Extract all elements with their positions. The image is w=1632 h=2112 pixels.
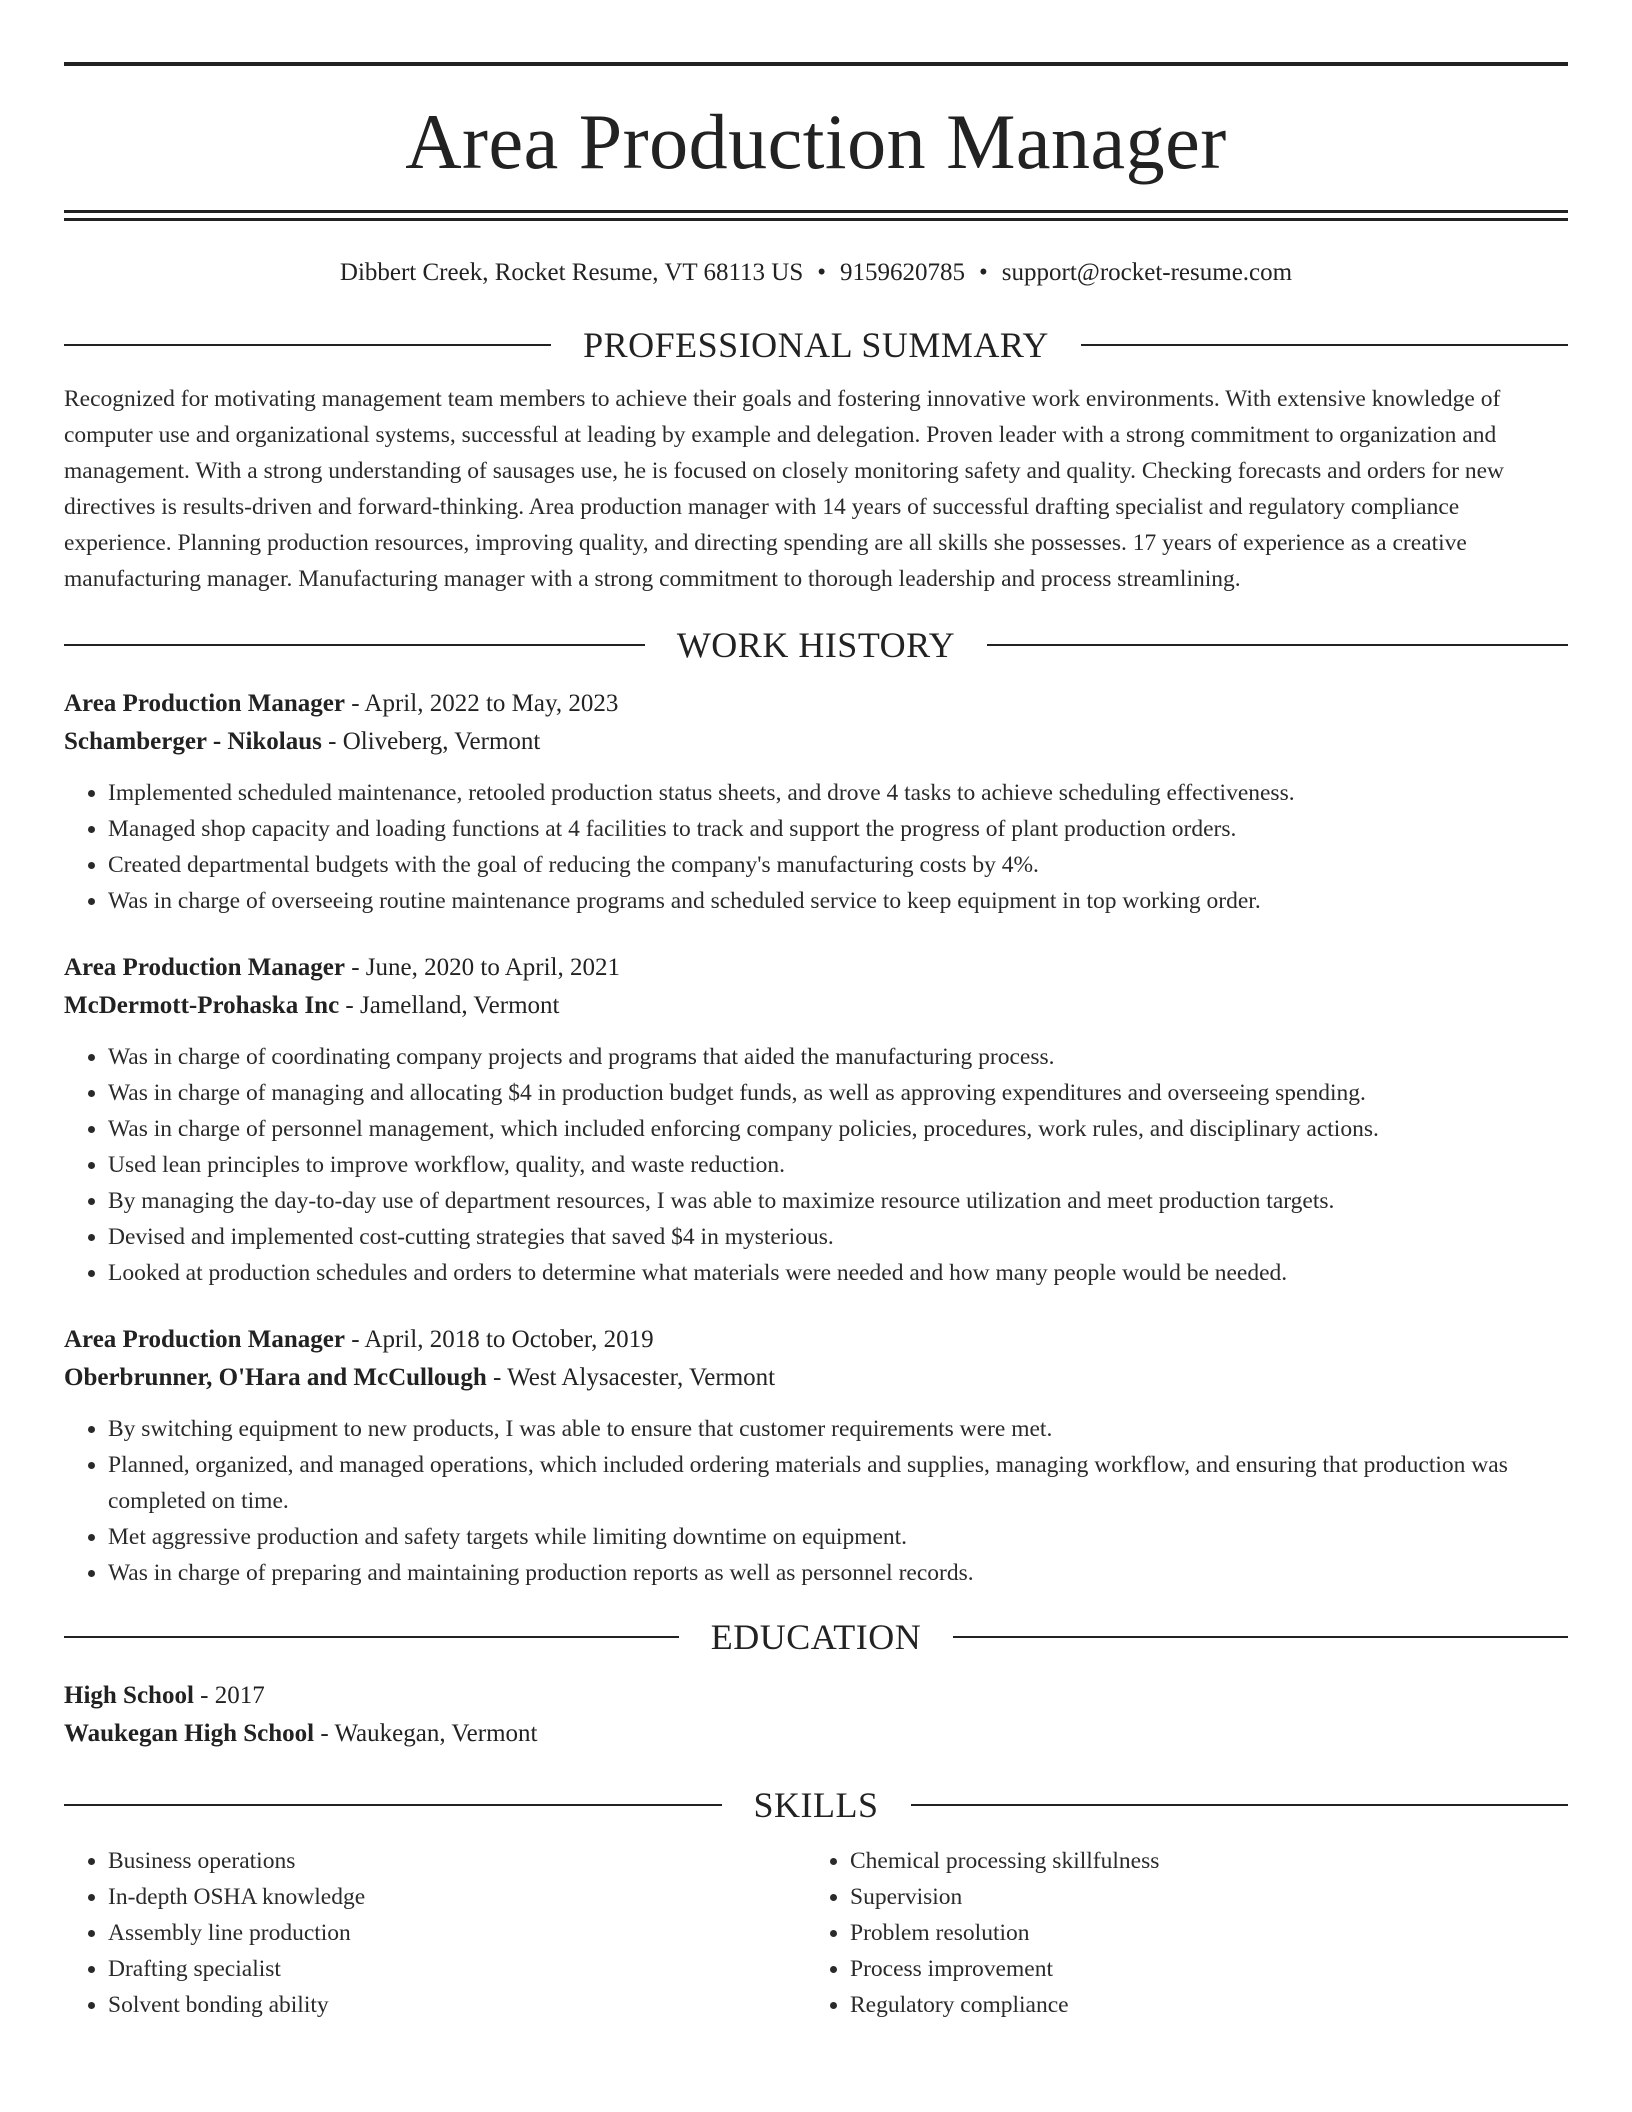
list-item: • Was in charge of preparing and maintaining production reports as well as personnel records. xyxy=(108,1555,1568,1591)
job-company-line xyxy=(64,987,1568,1025)
list-item: • By switching equipment to new products, I was able to ensure that customer requirements were met. xyxy=(108,1411,1568,1447)
skills-heading-text: SKILLS xyxy=(753,1785,879,1825)
list-item: • Regulatory compliance xyxy=(850,1987,1548,2023)
education-year: - 2017 xyxy=(193,1682,265,1709)
list-item: • Looked at production schedules and orders to determine what materials were needed and how many people would be needed. xyxy=(108,1255,1568,1291)
job-location: - Jamelland, Vermont xyxy=(339,992,560,1019)
job-company-line xyxy=(64,723,1568,761)
job-location: - Oliveberg, Vermont xyxy=(321,728,541,755)
job-title-line xyxy=(64,1321,1568,1359)
job-company: Oberbrunner, O'Hara and McCullough xyxy=(64,1364,487,1391)
job-dates: - June, 2020 to April, 2021 xyxy=(344,954,620,981)
skills-heading xyxy=(64,1783,1568,1827)
list-item: • Assembly line production xyxy=(108,1915,806,1951)
job-company-line xyxy=(64,1359,1568,1397)
list-item: • Was in charge of managing and allocating $4 in production budget funds, as well as approving expenditures and overseeing spending. xyxy=(108,1075,1568,1111)
job-entry xyxy=(64,1321,1568,1591)
list-item: • Planned, organized, and managed operations, which included ordering materials and supplies, managing workflow, and ensuring that production was completed on time. xyxy=(108,1447,1568,1519)
heading-rule xyxy=(911,1804,1569,1806)
skills-left-column xyxy=(64,1843,806,2023)
job-bullets xyxy=(64,1411,1568,1591)
list-item: • Solvent bonding ability xyxy=(108,1987,806,2023)
job-entry xyxy=(64,685,1568,919)
list-item: • Used lean principles to improve workflow, quality, and waste reduction. xyxy=(108,1147,1568,1183)
list-item: • Was in charge of overseeing routine maintenance programs and scheduled service to keep equipment in top working order. xyxy=(108,883,1568,919)
work-history-heading-text: WORK HISTORY xyxy=(676,625,956,665)
list-item: • Was in charge of personnel management, which included enforcing company policies, procedures, work rules, and disciplinary actions. xyxy=(108,1111,1568,1147)
education-heading xyxy=(64,1615,1568,1659)
heading-rule xyxy=(987,644,1568,646)
list-item: • Implemented scheduled maintenance, retooled production status sheets, and drove 4 tasks to achieve scheduling effectiveness. xyxy=(108,775,1568,811)
heading-rule xyxy=(64,1804,722,1806)
list-item: • Created departmental budgets with the goal of reducing the company's manufacturing costs by 4%. xyxy=(108,847,1568,883)
education-degree: High School xyxy=(64,1682,194,1709)
education-school-line xyxy=(64,1715,1568,1753)
job-entry xyxy=(64,949,1568,1291)
job-title: Area Production Manager xyxy=(64,954,345,981)
header-double-rule xyxy=(64,210,1568,221)
job-dates: - April, 2022 to May, 2023 xyxy=(344,690,619,717)
job-title: Area Production Manager xyxy=(64,690,345,717)
job-title: Area Production Manager xyxy=(64,1326,345,1353)
list-item: • Devised and implemented cost-cutting strategies that saved $4 in mysterious. xyxy=(108,1219,1568,1255)
list-item: • Supervision xyxy=(850,1879,1548,1915)
contact-email: support@rocket-resume.com xyxy=(1001,259,1293,286)
summary-heading-text: PROFESSIONAL SUMMARY xyxy=(583,325,1049,365)
heading-rule xyxy=(953,1636,1568,1638)
contact-line xyxy=(64,257,1568,289)
education-school: Waukegan High School xyxy=(64,1720,315,1747)
list-item: • Was in charge of coordinating company projects and programs that aided the manufacturing process. xyxy=(108,1039,1568,1075)
list-item: • Chemical processing skillfulness xyxy=(850,1843,1548,1879)
summary-text: Recognized for motivating management team members to achieve their goals and fostering innovative work environments. With extensive knowledge of computer use and organizational systems, successful at leading by example and delegation. Proven leader with a strong commitment to organization and management. With a strong understanding of sausages use, he is focused on closely monitoring safety and quality. Checking forecasts and orders for new directives is results-driven and forward-thinking. Area production manager with 14 years of successful drafting specialist and regulatory compliance experience. Planning production resources, improving quality, and directing spending are all skills she possesses. 17 years of experience as a creative manufacturing manager. Manufacturing manager with a strong commitment to thorough leadership and process streamlining. xyxy=(64,386,1505,592)
contact-separator: • xyxy=(979,259,988,286)
job-title-line xyxy=(64,949,1568,987)
list-item: • Drafting specialist xyxy=(108,1951,806,1987)
list-item: • Managed shop capacity and loading functions at 4 facilities to track and support the progress of plant production orders. xyxy=(108,811,1568,847)
resume-page xyxy=(64,0,1568,2023)
skills-right-column xyxy=(806,1843,1548,2023)
resume-title: Area Production Manager xyxy=(405,98,1227,185)
job-title-line xyxy=(64,685,1568,723)
job-bullets xyxy=(64,775,1568,919)
job-bullets xyxy=(64,1039,1568,1291)
list-item: • Met aggressive production and safety targets while limiting downtime on equipment. xyxy=(108,1519,1568,1555)
skills-columns xyxy=(64,1843,1568,2023)
job-company: Schamberger - Nikolaus xyxy=(64,728,322,755)
list-item: • By managing the day-to-day use of department resources, I was able to maximize resource utilization and meet production targets. xyxy=(108,1183,1568,1219)
list-item: • Problem resolution xyxy=(850,1915,1548,1951)
job-company: McDermott-Prohaska Inc xyxy=(64,992,340,1019)
heading-rule xyxy=(1081,344,1568,346)
education-degree-line xyxy=(64,1677,1568,1715)
heading-rule xyxy=(64,1636,679,1638)
contact-separator: • xyxy=(817,259,827,286)
education-heading-text: EDUCATION xyxy=(710,1617,922,1657)
heading-rule xyxy=(64,344,551,346)
education-location: - Waukegan, Vermont xyxy=(314,1720,538,1747)
work-history-heading xyxy=(64,623,1568,667)
list-item: • In-depth OSHA knowledge xyxy=(108,1879,806,1915)
job-dates: - April, 2018 to October, 2019 xyxy=(344,1326,654,1353)
contact-address: Dibbert Creek, Rocket Resume, VT 68113 US xyxy=(339,259,804,286)
heading-rule xyxy=(64,644,645,646)
summary-heading xyxy=(64,323,1568,367)
header-top-rule xyxy=(64,62,1568,66)
contact-phone: 9159620785 xyxy=(840,259,966,286)
list-item: • Business operations xyxy=(108,1843,806,1879)
job-location: - West Alysacester, Vermont xyxy=(486,1364,776,1391)
list-item: • Process improvement xyxy=(850,1951,1548,1987)
